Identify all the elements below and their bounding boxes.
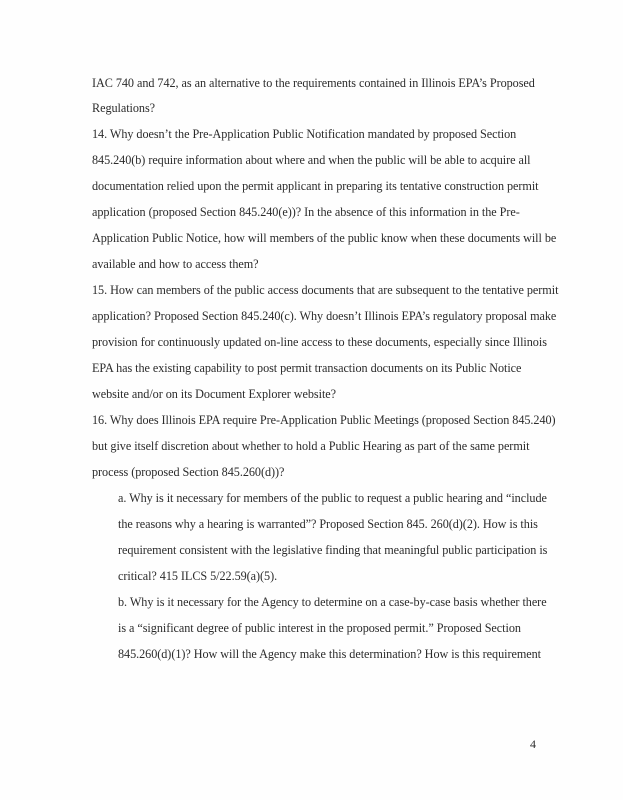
text-line: application (proposed Section 845.240(e))? In the absence of this information in the Pre- [92,205,520,219]
text-line: EPA has the existing capability to post permit transaction documents on its Public Notice [92,361,522,375]
text-line: critical? 415 ILCS 5/22.59(a)(5). [118,569,278,583]
text-line: but give itself discretion about whether to hold a Public Hearing as part of the same permit [92,439,530,453]
text-line: the reasons why a hearing is warranted”? Proposed Section 845. 260(d)(2). How is this [118,517,538,531]
text-line: is a “significant degree of public interest in the proposed permit.” Proposed Section [118,621,521,635]
page-number: 4 [530,737,536,751]
text-line: documentation relied upon the permit applicant in preparing its tentative construction permit [92,179,539,193]
text-line: website and/or on its Document Explorer website? [92,387,336,401]
text-line: requirement consistent with the legislative finding that meaningful public participation is [118,543,548,557]
text-line: 845.260(d)(1)? How will the Agency make this determination? How is this requirement [118,647,541,661]
text-line: provision for continuously updated on-line access to these documents, especially since Illinois [92,335,547,349]
text-line: 14. Why doesn’t the Pre-Application Public Notification mandated by proposed Section [92,127,517,141]
text-line: Application Public Notice, how will members of the public know when these documents will be [92,231,557,245]
text-line: 16. Why does Illinois EPA require Pre-Application Public Meetings (proposed Section 845.240) [92,413,556,427]
text-line: 845.240(b) require information about where and when the public will be able to acquire all [92,153,531,167]
text-line: application? Proposed Section 845.240(c). Why doesn’t Illinois EPA’s regulatory proposal make [92,309,557,323]
text-line: a. Why is it necessary for members of the public to request a public hearing and “include [118,491,547,505]
text-line: Regulations? [92,101,156,115]
text-line: IAC 740 and 742, as an alternative to the requirements contained in Illinois EPA’s Proposed [92,76,535,90]
text-line: 15. How can members of the public access documents that are subsequent to the tentative permit [92,283,559,297]
text-line: process (proposed Section 845.260(d))? [92,465,285,479]
text-line: b. Why is it necessary for the Agency to determine on a case-by-case basis whether there [118,595,547,609]
text-line: available and how to access them? [92,257,259,271]
